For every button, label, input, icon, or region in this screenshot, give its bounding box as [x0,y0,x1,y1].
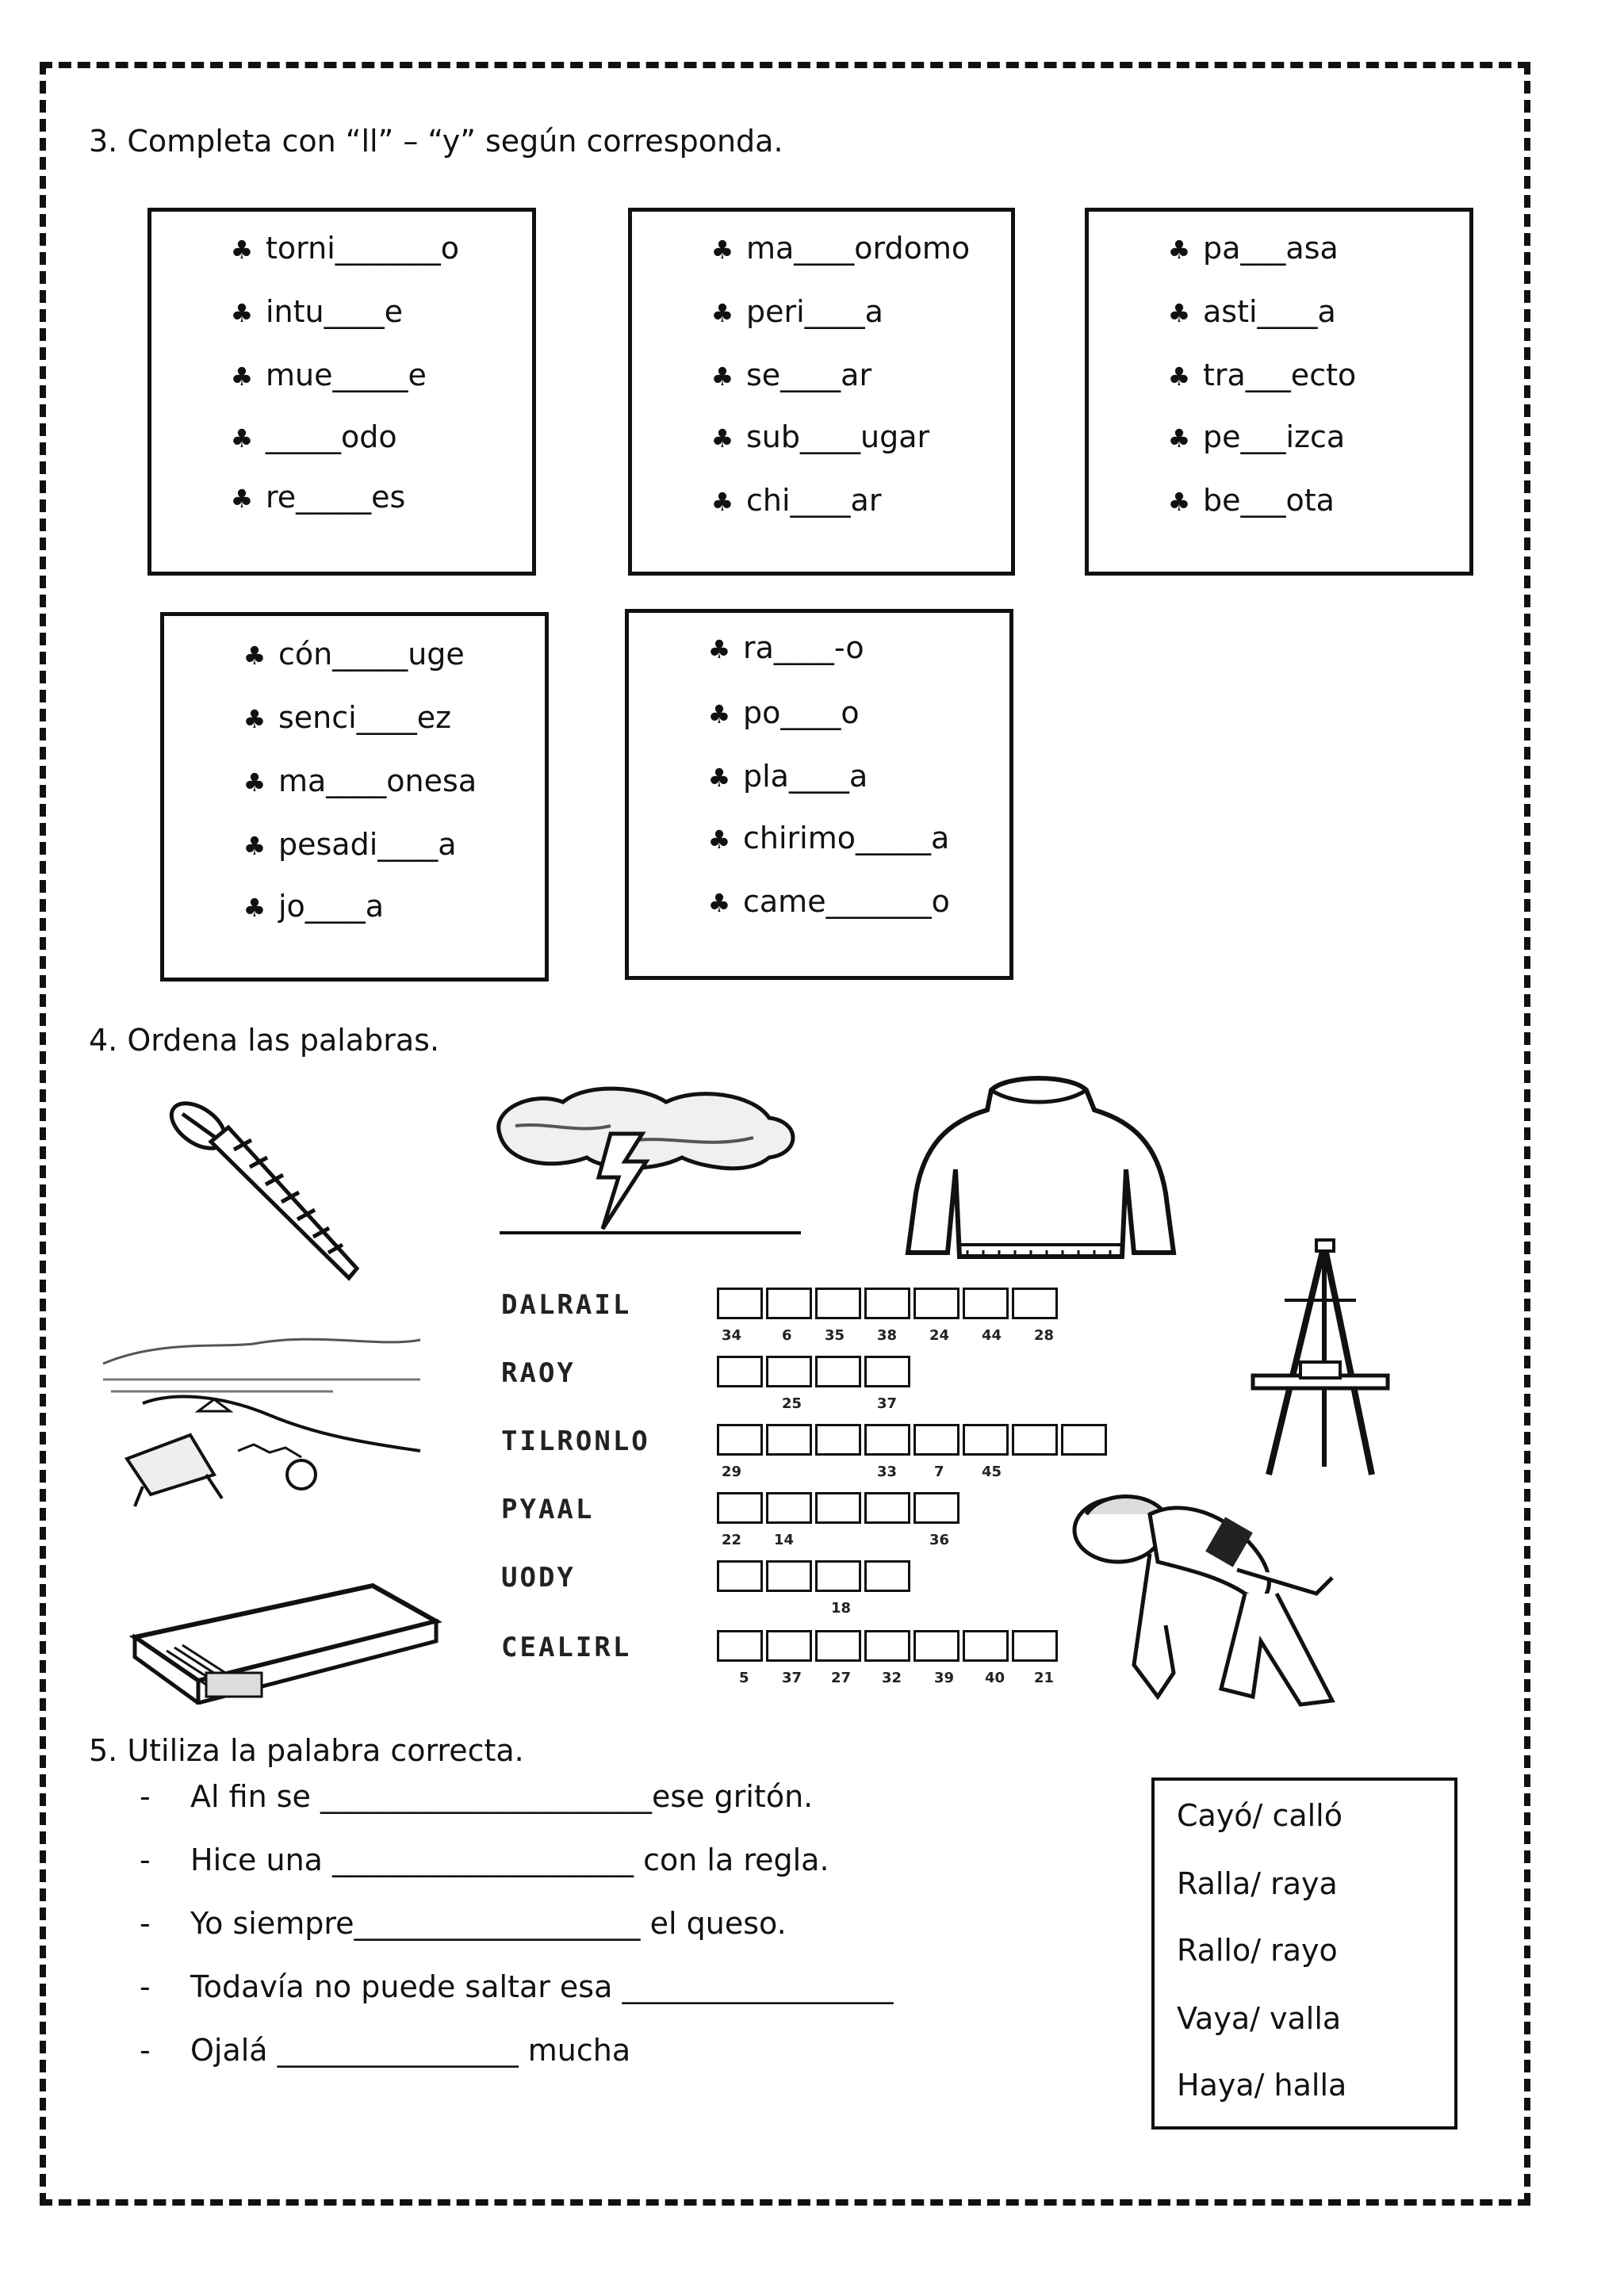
cell-number: 39 [934,1670,955,1686]
screw-icon [159,1094,381,1292]
letter-cell[interactable] [717,1492,763,1524]
word-box-4 [160,612,549,982]
letter-cell[interactable] [717,1630,763,1662]
box-item [699,419,929,454]
club-bullet-icon: ♣ [230,484,254,514]
box-item [1155,358,1356,392]
cell-number: 18 [831,1600,852,1617]
word-blank[interactable]: jo____a [278,889,385,924]
scrambled-word: RAOY [501,1357,576,1389]
scrambled-word: PYAAL [501,1494,595,1525]
box-item [1155,231,1339,266]
letter-cell[interactable] [864,1560,910,1592]
word-blank[interactable]: senci____ez [278,700,452,735]
letter-cell[interactable] [864,1288,910,1319]
letter-cell[interactable] [815,1288,861,1319]
letter-cell[interactable] [815,1424,861,1456]
letter-cell[interactable] [766,1492,812,1524]
club-bullet-icon: ♣ [710,298,734,328]
club-bullet-icon: ♣ [1167,235,1191,265]
cell-number: 32 [882,1670,902,1686]
letter-cell[interactable] [717,1288,763,1319]
sweater-icon [896,1074,1182,1272]
section-5-title: 5. Utiliza la palabra correcta. [89,1733,524,1768]
box-item [699,483,881,518]
club-bullet-icon: ♣ [707,825,731,855]
letter-cell[interactable] [815,1630,861,1662]
box-item [231,637,465,672]
club-bullet-icon: ♣ [1167,298,1191,328]
club-bullet-icon: ♣ [707,888,731,918]
box-item [699,231,970,266]
cell-number: 29 [722,1464,742,1480]
box-item [218,419,397,454]
cell-number: 21 [1034,1670,1055,1686]
club-bullet-icon: ♣ [1167,362,1191,392]
choice-item: Cayó/ calló [1177,1798,1342,1833]
answer-cells[interactable] [717,1288,1061,1322]
cell-number: 22 [722,1532,742,1548]
easel-icon [1237,1237,1396,1483]
box-item [695,759,868,794]
club-bullet-icon: ♣ [710,235,734,265]
club-bullet-icon: ♣ [710,487,734,517]
answer-cells[interactable] [717,1492,963,1527]
answer-blank[interactable]: ________________ [277,2033,519,2068]
club-bullet-icon: ♣ [243,893,266,923]
letter-cell[interactable] [815,1560,861,1592]
word-blank[interactable]: mue_____e [266,358,427,392]
box-item [695,884,950,919]
club-bullet-icon: ♣ [243,704,266,734]
cell-number: 34 [722,1327,742,1344]
box-item [699,358,871,392]
box-item [1155,419,1345,454]
letter-cell[interactable] [815,1356,861,1387]
sentence-text: Todavía no puede saltar esa [190,1969,622,2004]
letter-cell[interactable] [766,1560,812,1592]
box-item [695,821,949,855]
letter-cell[interactable] [864,1356,910,1387]
letter-cell[interactable] [914,1288,959,1319]
word-blank[interactable]: sub____ugar [746,419,930,454]
dash: - [140,1843,151,1877]
club-bullet-icon: ♣ [243,641,266,671]
letter-cell[interactable] [717,1356,763,1387]
box-item [218,480,405,515]
word-blank[interactable]: be___ota [1203,483,1335,518]
letter-cell[interactable] [1012,1630,1058,1662]
word-blank[interactable]: tra___ecto [1203,358,1357,392]
word-blank[interactable]: po____o [743,695,860,730]
cell-number: 28 [1034,1327,1055,1344]
letter-cell[interactable] [1012,1288,1058,1319]
cell-number: 38 [877,1327,898,1344]
letter-cell[interactable] [864,1630,910,1662]
letter-cell[interactable] [766,1288,812,1319]
answer-blank[interactable]: ____________________ [332,1843,634,1877]
word-blank[interactable]: cón_____uge [278,637,465,672]
letter-cell[interactable] [1061,1424,1107,1456]
sentence-text: ese gritón. [652,1779,814,1814]
box-item [218,294,403,329]
club-bullet-icon: ♣ [230,423,254,453]
cell-number: 44 [982,1327,1002,1344]
sentence-1 [140,1779,813,1814]
word-box-5 [625,609,1013,980]
club-bullet-icon: ♣ [230,298,254,328]
word-blank[interactable]: pa___asa [1203,231,1339,266]
word-blank[interactable]: ma____ordomo [746,231,971,266]
box-item [231,700,451,735]
sentence-4 [140,1969,893,2004]
sentence-5 [140,2033,630,2068]
dash: - [140,1969,151,2004]
scrambled-word: DALRAIL [501,1289,632,1321]
letter-cell[interactable] [1012,1424,1058,1456]
answer-blank[interactable]: ___________________ [354,1906,641,1941]
cell-number: 37 [782,1670,802,1686]
sentence-text: mucha [518,2033,631,2068]
letter-cell[interactable] [766,1424,812,1456]
sentence-3 [140,1906,787,1941]
club-bullet-icon: ♣ [707,634,731,664]
matchbox-icon [127,1578,444,1705]
word-blank[interactable]: asti____a [1203,294,1336,329]
word-blank[interactable]: torni_______o [266,231,459,266]
letter-cell[interactable] [864,1424,910,1456]
dash: - [140,1906,151,1941]
word-blank[interactable]: pla____a [743,759,868,794]
sentence-text: Al fin se [190,1779,320,1814]
scrambled-word: TILRONLO [501,1425,650,1457]
word-blank[interactable]: came_______o [743,884,950,919]
word-blank[interactable]: peri____a [746,294,883,329]
cell-number: 35 [825,1327,845,1344]
word-blank[interactable]: _____odo [266,419,397,454]
club-bullet-icon: ♣ [1167,487,1191,517]
answer-cells[interactable] [717,1424,1110,1459]
word-blank[interactable]: ra____-o [743,630,864,665]
word-blank[interactable]: pe___izca [1203,419,1346,454]
cell-number: 25 [782,1395,802,1412]
word-blank[interactable]: chi____ar [746,483,882,518]
letter-cell[interactable] [914,1630,959,1662]
dash: - [140,2033,151,2068]
letter-cell[interactable] [815,1492,861,1524]
word-box-2 [628,208,1015,576]
sentence-text: Ojalá [190,2033,278,2068]
cell-number: 14 [774,1532,795,1548]
answer-blank[interactable]: __________________ [622,1969,894,2004]
letter-cell[interactable] [963,1424,1009,1456]
club-bullet-icon: ♣ [243,831,266,861]
word-box-3 [1085,208,1473,576]
answer-cells[interactable] [717,1356,914,1391]
cell-number: 7 [934,1464,944,1480]
box-item [699,294,883,329]
section-3-title: 3. Completa con “ll” – “y” según corresponda. [89,124,783,159]
box-item [218,231,459,266]
sentence-text: con la regla. [634,1843,829,1877]
club-bullet-icon: ♣ [707,699,731,729]
sentence-text: Hice una [190,1843,333,1877]
sentence-text: Yo siempre [190,1906,354,1941]
box-item [1155,483,1335,518]
box-item [695,695,860,730]
section-4-title: 4. Ordena las palabras. [89,1023,440,1058]
box-item [695,630,864,665]
letter-cell[interactable] [963,1630,1009,1662]
letter-cell[interactable] [766,1356,812,1387]
cell-number: 27 [831,1670,852,1686]
letter-cell[interactable] [717,1424,763,1456]
dash: - [140,1779,151,1814]
club-bullet-icon: ♣ [1167,423,1191,453]
club-bullet-icon: ♣ [707,763,731,793]
box-item [218,358,427,392]
cell-number: 40 [985,1670,1005,1686]
club-bullet-icon: ♣ [710,362,734,392]
cell-number: 33 [877,1464,898,1480]
word-blank[interactable]: ma____onesa [278,763,477,798]
letter-cell[interactable] [864,1492,910,1524]
word-blank[interactable]: re_____es [266,480,406,515]
box-item [231,763,477,798]
choice-item: Ralla/ raya [1177,1866,1338,1901]
word-choices-box [1151,1777,1457,2130]
answer-blank[interactable]: ______________________ [320,1779,652,1814]
cell-number: 45 [982,1464,1002,1480]
beach-icon [95,1316,428,1514]
choice-item: Haya/ halla [1177,2068,1347,2103]
cell-number: 24 [929,1327,950,1344]
choice-item: Rallo/ rayo [1177,1933,1338,1968]
letter-cell[interactable] [963,1288,1009,1319]
sentence-text: el queso. [640,1906,787,1941]
lightning-icon [484,1078,809,1245]
letter-cell[interactable] [914,1424,959,1456]
club-bullet-icon: ♣ [230,362,254,392]
answer-cells[interactable] [717,1560,914,1595]
club-bullet-icon: ♣ [710,423,734,453]
club-bullet-icon: ♣ [230,235,254,265]
word-blank[interactable]: intu____e [266,294,404,329]
club-bullet-icon: ♣ [243,767,266,798]
cell-number: 36 [929,1532,950,1548]
box-item [231,889,384,924]
box-item [1155,294,1336,329]
word-blank[interactable]: se____ar [746,358,872,392]
cell-number: 5 [739,1670,749,1686]
letter-cell[interactable] [766,1630,812,1662]
word-blank[interactable]: pesadi____a [278,827,457,862]
scrambled-word: UODY [501,1562,576,1594]
box-item [231,827,457,862]
word-blank[interactable]: chirimo_____a [743,821,950,855]
choice-item: Vaya/ valla [1177,2001,1342,2036]
cell-number: 37 [877,1395,898,1412]
answer-cells[interactable] [717,1630,1061,1665]
scrambled-word: CEALIRL [501,1632,632,1663]
bending-person-icon [1063,1483,1348,1712]
cell-number: 6 [782,1327,792,1344]
word-box-1 [147,208,536,576]
sentence-2 [140,1843,829,1877]
letter-cell[interactable] [717,1560,763,1592]
letter-cell[interactable] [914,1492,959,1524]
